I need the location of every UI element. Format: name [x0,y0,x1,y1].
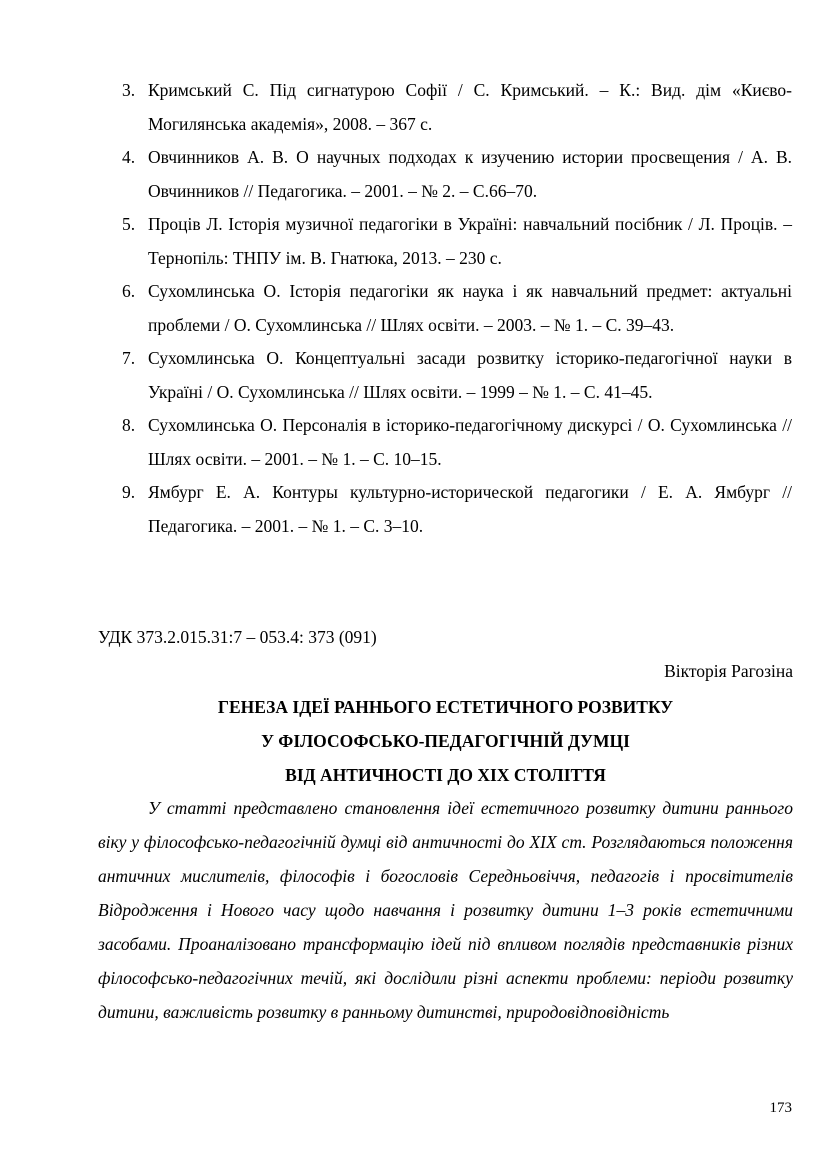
udk-code: УДК 373.2.015.31:7 – 053.4: 373 (091) [98,627,377,647]
title-line: ВІД АНТИЧНОСТІ ДО ХІХ СТОЛІТТЯ [285,765,606,785]
reference-number: 6. [122,281,136,301]
reference-text: Кримський С. Під сигнатурою Софії / С. Кримський. – К.: Вид. дім «Києво-Могилянська академія», 2008. – 367 с. [148,80,792,134]
reference-number: 8. [122,415,136,435]
reference-item [122,208,792,275]
reference-text: Сухомлинська О. Концептуальні засади розвитку історико-педагогічної науки в Україні / О. Сухомлинська // Шлях освіти. – 1999 – № 1. – С. 41–45. [148,348,792,402]
reference-item [122,342,792,409]
reference-number: 5. [122,214,136,234]
reference-number: 7. [122,348,136,368]
reference-item [122,141,792,208]
page-number: 173 [769,1100,792,1116]
reference-item [122,74,792,141]
title-line: У ФІЛОСОФСЬКО-ПЕДАГОГІЧНІЙ ДУМЦІ [261,731,630,751]
article-title [98,690,793,792]
reference-text: Ямбург Е. А. Контуры культурно-исторической педагогики / Е. А. Ямбург // Педагогика. – 2001. – № 1. – С. 3–10. [148,482,792,536]
reference-number: 3. [122,80,136,100]
reference-text: Проців Л. Історія музичної педагогіки в Україні: навчальний посібник / Л. Проців. – Тернопіль: ТНПУ ім. В. Гнатюка, 2013. – 230 с. [148,214,792,268]
reference-text: Сухомлинська О. Персоналія в історико-педагогічному дискурсі / О. Сухомлинська // Шлях освіти. – 2001. – № 1. – С. 10–15. [148,415,792,469]
article-author: Вікторія Рагозіна [664,661,793,681]
title-line: ГЕНЕЗА ІДЕЇ РАННЬОГО ЕСТЕТИЧНОГО РОЗВИТКУ [217,697,674,717]
reference-text: Сухомлинська О. Історія педагогіки як наука і як навчальний предмет: актуальні проблеми / О. Сухомлинська // Шлях освіти. – 2003. – № 1. – С. 39–43. [148,281,792,335]
reference-number: 4. [122,147,136,167]
article-abstract: У статті представлено становлення ідеї естетичного розвитку дитини раннього віку у філософсько-педагогічній думці від античності до ХІХ ст. Розглядаються положення античних мислителів, філософів і богословів Середньовіччя, педагогів і просвітителів Відродження і Нового часу щодо навчання і розвитку дитини 1–3 років естетичними засобами. Проаналізовано трансформацію ідей під впливом поглядів представників різних філософсько-педагогічних течій, які дослідили різні аспекти проблеми: періоди розвитку дитини, важливість розвитку в ранньому дитинстві, природовідповідність [98,798,793,1022]
reference-item [122,409,792,476]
reference-item [122,275,792,342]
reference-text: Овчинников А. В. О научных подходах к изучению истории просвещения / А. В. Овчинников // Педагогика. – 2001. – № 2. – С.66–70. [148,147,792,201]
reference-number: 9. [122,482,136,502]
reference-list [122,74,792,543]
reference-item [122,476,792,543]
